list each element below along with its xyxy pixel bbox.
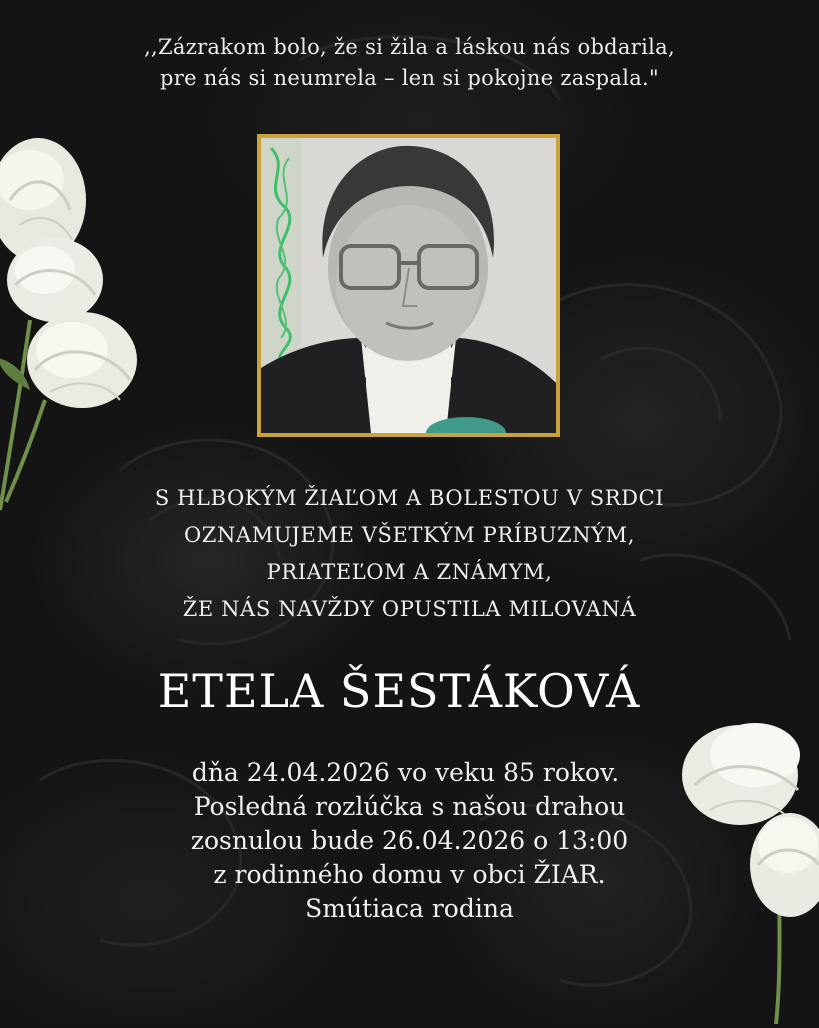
details-line-5: Smútiaca rodina: [305, 894, 514, 923]
details-line-4: z rodinného domu v obci ŽIAR.: [213, 860, 606, 889]
announcement-text: [0, 480, 819, 628]
memorial-quote: [0, 32, 819, 94]
quote-line-1: ,,Zázrakom bolo, že si žila a láskou nás obdarila,: [144, 35, 675, 59]
white-rose-icon: [680, 715, 819, 1028]
details-line-3: zosnulou bude 26.04.2026 o 13:00: [190, 826, 629, 855]
announcement-line-1: S HLBOKÝM ŽIAĽOM A BOLESTOU V SRDCI: [154, 486, 665, 510]
announcement-line-3: PRIATEĽOM A ZNÁMYM,: [266, 560, 553, 584]
deceased-name: ETELA ŠESTÁKOVÁ: [157, 664, 641, 718]
details-line-2: Posledná rozlúčka s našou drahou: [193, 792, 626, 821]
announcement-line-4: ŽE NÁS NAVŽDY OPUSTILA MILOVANÁ: [182, 597, 637, 621]
portrait-photo: [257, 134, 560, 437]
quote-line-2: pre nás si neumrela – len si pokojne zaspala.": [160, 66, 659, 90]
details-line-1: dňa 24.04.2026 vo veku 85 rokov.: [191, 758, 620, 787]
announcement-line-2: OZNAMUJEME VŠETKÝM PRÍBUZNÝM,: [183, 523, 636, 547]
white-roses-icon: [0, 130, 150, 534]
